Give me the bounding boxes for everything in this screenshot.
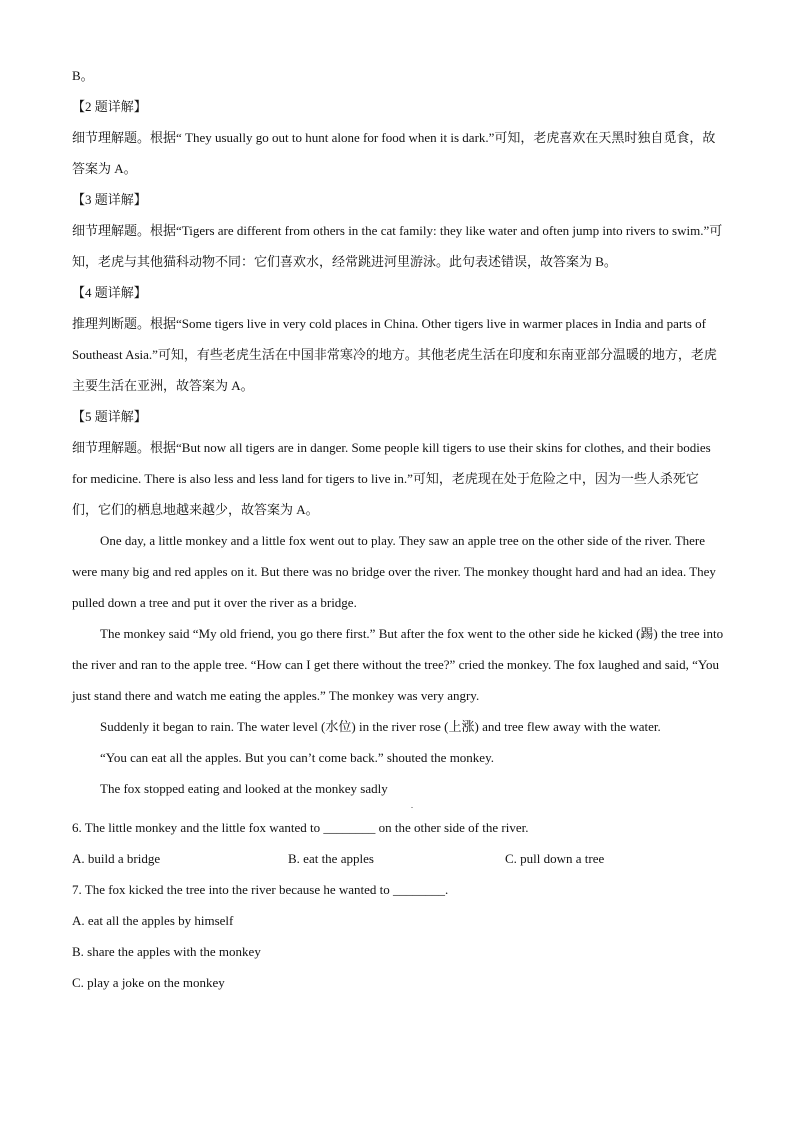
question-6-option-c: C. pull down a tree xyxy=(505,851,605,866)
answer-2-text: 细节理解题。根据“ They usually go out to hunt alone for food when it is dark.”可知，老虎喜欢在天黑时独自觅食，故答案为 A。 xyxy=(72,130,716,176)
story-paragraph-5: The fox stopped eating and looked at the monkey sadly xyxy=(100,781,388,796)
question-6-stem: 6. The little monkey and the little fox wanted to ________ on the other side of the river. xyxy=(72,820,529,835)
answer-1-tail: B。 xyxy=(72,68,94,83)
story-paragraph-3: Suddenly it began to rain. The water level (水位) in the river rose (上涨) and tree flew away with the water. xyxy=(100,719,661,734)
answer-2-heading: 【2 题详解】 xyxy=(72,99,147,114)
question-6-options xyxy=(72,843,724,874)
answer-4-text: 推理判断题。根据“Some tigers live in very cold places in China. Other tigers live in warmer places in India and parts of Southeast Asia.”可知，有些老虎生活在中国非常寒冷的地方。其他老虎生活在印度和东南亚部分温暖的地方，老虎主要生活在亚洲，故答案为 A。 xyxy=(72,316,717,393)
question-7-stem: 7. The fox kicked the tree into the river because he wanted to ________. xyxy=(72,882,449,897)
answer-3-text: 细节理解题。根据“Tigers are different from others in the cat family: they like water and often jump into rivers to swim.”可知，老虎与其他猫科动物不同：它们喜欢水，经常跳进河里游泳。此句表述错误，故答案为 B。 xyxy=(72,223,723,269)
question-6-option-a: A. build a bridge xyxy=(72,851,161,866)
question-7-option-b: B. share the apples with the monkey xyxy=(72,944,261,959)
story-paragraph-4: “You can eat all the apples. But you can’t come back.” shouted the monkey. xyxy=(100,750,494,765)
question-7-option-c: C. play a joke on the monkey xyxy=(72,975,225,990)
stray-dot: . xyxy=(411,801,413,810)
answer-5-text: 细节理解题。根据“But now all tigers are in danger. Some people kill tigers to use their skins for clothes, and their bodies for medicine. There is also less and less land for tigers to live in.”可知，老虎现在处于危险之中，因为一些人杀死它们，它们的栖息地越来越少，故答案为 A。 xyxy=(72,440,711,517)
story-paragraph-2: The monkey said “My old friend, you go there first.” But after the fox went to the other side he kicked (踢) the tree into the river and ran to the apple tree. “How can I get there without the tree?” cried the monkey. The fox laughed and said, “You just stand there and watch me eating the apples.” The monkey was very angry. xyxy=(72,626,724,703)
question-7-option-a: A. eat all the apples by himself xyxy=(72,913,234,928)
page-content xyxy=(72,60,724,998)
story-paragraph-1: One day, a little monkey and a little fox went out to play. They saw an apple tree on the other side of the river. There were many big and red apples on it. But there was no bridge over the river. The monkey thought hard and had an idea. They pulled down a tree and put it over the river as a bridge. xyxy=(72,533,716,610)
answer-5-heading: 【5 题详解】 xyxy=(72,409,147,424)
answer-4-heading: 【4 题详解】 xyxy=(72,285,147,300)
question-6-option-b: B. eat the apples xyxy=(288,851,374,866)
spacer xyxy=(72,801,724,812)
answer-3-heading: 【3 题详解】 xyxy=(72,192,147,207)
